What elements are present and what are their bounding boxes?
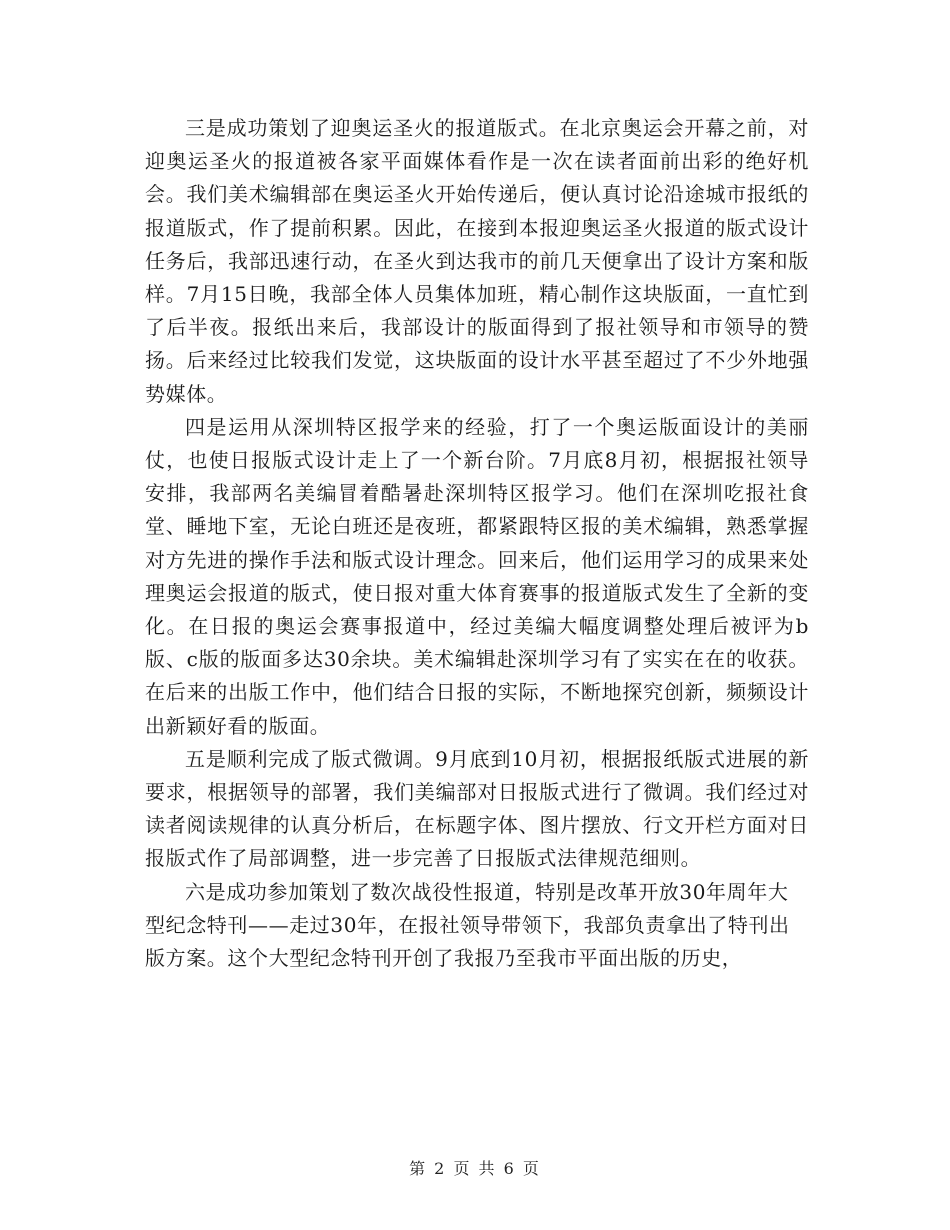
paragraph-6-special-edition: 六是成功参加策划了数次战役性报道，特别是改革开放30年周年大型纪念特刊——走过30年，在报社领导带领下，我部负责拿出了特刊出版方案。这个大型纪念特刊开创了我报乃至我市平面出版的历史， [145,879,790,971]
page-number-footer: 第 2 页 共 6 页 [409,1159,541,1178]
document-body [145,112,809,975]
paragraph-4-shenzhen-experience: 四是运用从深圳特区报学来的经验，打了一个奥运版面设计的美丽仗，也使日报版式设计走上了一个新台阶。7月底8月初，根据报社领导安排，我部两名美编冒着酷暑赴深圳特区报学习。他们在深圳吃报社食堂、睡地下室，无论白班还是夜班，都紧跟特区报的美术编辑，熟悉掌握对方先进的操作手法和版式设计理念。回来后，他们运用学习的成果来处理奥运会报道的版式，使日报对重大体育赛事的报道版式发生了全新的变化。在日报的奥运会赛事报道中，经过美编大幅度调整处理后被评为b版、c版的版面多达30余块。美术编辑赴深圳学习有了实实在在的收获。在后来的出版工作中，他们结合日报的实际，不断地探究创新，频频设计出新颖好看的版面。 [145,414,809,738]
paragraph-5-layout-adjustment: 五是顺利完成了版式微调。9月底到10月初，根据报纸版式进展的新要求，根据领导的部署，我们美编部对日报版式进行了微调。我们经过对读者阅读规律的认真分析后，在标题字体、图片摆放、行文开栏方面对日报版式作了局部调整，进一步完善了日报版式法律规范细则。 [145,746,809,871]
paragraph-3-olympic-torch-layout: 三是成功策划了迎奥运圣火的报道版式。在北京奥运会开幕之前，对迎奥运圣火的报道被各家平面媒体看作是一次在读者面前出彩的绝好机会。我们美术编辑部在奥运圣火开始传递后，便认真讨论沿途城市报纸的报道版式，作了提前积累。因此，在接到本报迎奥运圣火报道的版式设计任务后，我部迅速行动，在圣火到达我市的前几天便拿出了设计方案和版样。7月15日晚，我部全体人员集体加班，精心制作这块版面，一直忙到了后半夜。报纸出来后，我部设计的版面得到了报社领导和市领导的赞扬。后来经过比较我们发觉，这块版面的设计水平甚至超过了不少外地强势媒体。 [145,116,809,406]
